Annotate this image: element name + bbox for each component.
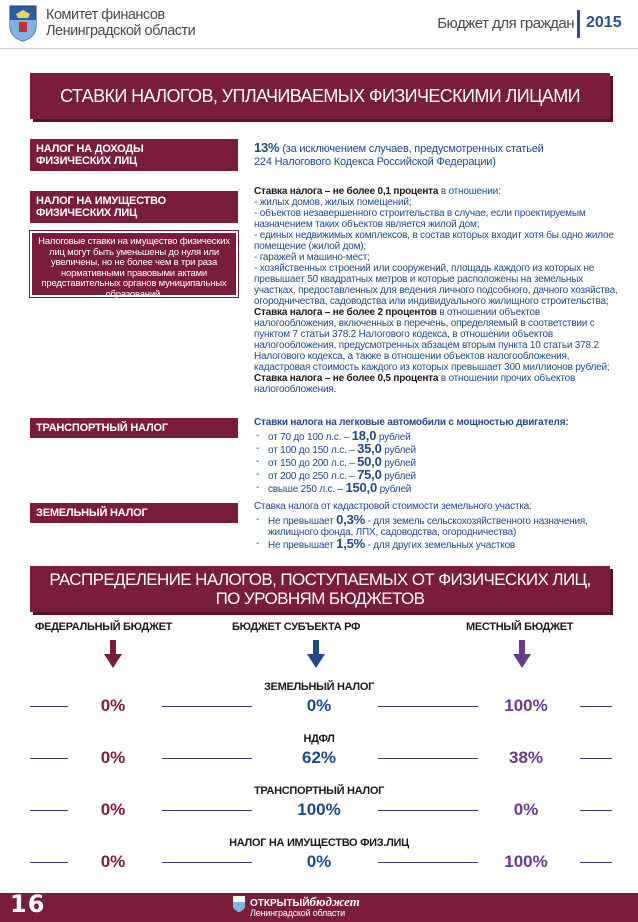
land-intro: Ставка налога от кадастровой стоимости земельного участка: [254,501,532,512]
income-tax-rate-value: 13% [254,140,280,155]
local-share: 38% [508,748,544,767]
row-rule [378,706,478,707]
document-title: Бюджет для граждан [437,15,574,32]
local-share: 0% [513,800,539,819]
row-rule [580,862,612,863]
property-rate2-tail: в отношении объектов налогообложения, включенных в перечень, определяемый в соответствии с пунктом 7 статьи 378.2 Налогового кодекса, в отношении объектов налогообложения, предусмотренных абзацем вторым пункта 10 статьи 378.2 Налогового кодекса, а также в отношении объектов налогообложения, кадастровая стоимость каждого из которых превышает 300 миллионов рублей; [254,307,610,373]
property-tax-rates [254,186,624,395]
row-rule [378,758,478,759]
transport-rate-item: - от 100 до 150 л.с. – 35,0 рублей [254,443,624,456]
regional-share: 0% [306,696,332,715]
section-title-distribution-line2: ПО УРОВНЯМ БЮДЖЕТОВ [215,589,425,608]
row-rule [378,810,478,811]
land-rate-item: - Не превышает 1,5% - для других земельных участков [254,538,624,551]
label-property-tax [30,191,238,223]
row-rule [162,862,252,863]
distribution-row-title: ТРАНСПОРТНЫЙ НАЛОГ [253,785,385,797]
open-budget-logo-subtitle: Ленинградской области [250,908,345,918]
income-tax-rate-note-2: 224 Налогового Кодекса Российской Федерации) [254,156,496,168]
property-rate1-head: Ставка налога – не более 0,1 процента [254,186,439,197]
land-tax-rates [254,501,624,551]
label-income-tax [30,139,238,171]
arrow-down-icon [307,640,325,668]
row-rule [30,862,68,863]
header-separator [577,10,580,38]
property-item: - объектов незавершенного строительства в случае, если проектируемым назначением таких объектов является жилой дом; [254,208,586,230]
row-rule [580,810,612,811]
federal-share: 0% [100,852,126,871]
transport-rate-item: - от 200 до 250 л.с. – 75,0 рублей [254,469,624,482]
transport-rate-item: - от 70 до 100 л.с. – 18,0 рублей [254,430,624,443]
income-tax-rate-note-1: (за исключением случаев, предусмотренных статьей [279,143,544,155]
column-local-budget: МЕСТНЫЙ БЮДЖЕТ [466,621,574,633]
row-rule [30,810,68,811]
federal-share: 0% [100,696,126,715]
transport-rate-item: - от 150 до 200 л.с. – 50,0 рублей [254,456,624,469]
row-rule [30,706,68,707]
transport-intro: Ставки налога на легковые автомобили с мощностью двигателя: [254,417,569,428]
label-transport-tax: ТРАНСПОРТНЫЙ НАЛОГ [30,418,238,438]
distribution-row-title: НАЛОГ НА ИМУЩЕСТВО ФИЗ.ЛИЦ [229,837,409,849]
federal-share: 0% [100,800,126,819]
open-budget-logo-icon [232,895,246,913]
federal-share: 0% [100,748,126,767]
distribution-row-title: НДФЛ [303,733,335,745]
row-rule [378,862,478,863]
header-divider [0,48,638,49]
row-rule [162,706,252,707]
page-number: 16 [10,890,46,918]
land-rate-item: - Не превышает 0,3% - для земель сельскохозяйственного назначения, жилищного фонда, ЛПХ, садоводства, огородничества) [254,514,624,538]
row-rule [30,758,68,759]
row-rule [162,758,252,759]
row-rule [580,758,612,759]
label-income-tax-line1: НАЛОГ НА ДОХОДЫ [36,143,144,155]
property-item: - единых недвижимых комплексов, в состав которых входит хотя бы одно жилое помещение (жилой дом); [254,230,614,252]
regional-share: 100% [297,800,341,819]
section-title-tax-rates: СТАВКИ НАЛОГОВ, УПЛАЧИВАЕМЫХ ФИЗИЧЕСКИМИ ЛИЦАМИ [30,73,610,119]
regional-share: 0% [306,852,332,871]
section-title-distribution-line1: РАСПРЕДЕЛЕНИЕ НАЛОГОВ, ПОСТУПАЕМЫХ ОТ ФИЗИЧЕСКИХ ЛИЦ, [49,570,591,589]
local-share: 100% [504,696,548,715]
transport-rate-item: - свыше 250 л.с. – 150,0 рублей [254,482,624,495]
row-rule [580,706,612,707]
arrow-down-icon [513,640,531,668]
transport-tax-rates [254,417,624,495]
column-regional-budget: БЮДЖЕТ СУБЪЕКТА РФ [232,621,361,633]
property-tax-note: Налоговые ставки на имущество физических лиц могут быть уменьшены до нуля или увеличены, но не более чем в три раза нормативными правовыми актами представительных органов муниципальных образований. [30,231,238,297]
org-name-line2: Ленинградской области [46,23,196,39]
distribution-row-title: ЗЕМЕЛЬНЫЙ НАЛОГ [263,681,375,693]
row-rule [162,810,252,811]
income-tax-rate [254,141,624,169]
document-year: 2015 [586,14,622,31]
label-income-tax-line2: ФИЗИЧЕСКИХ ЛИЦ [36,155,137,167]
property-item: - гаражей и машино-мест; [254,252,370,263]
label-property-tax-line2: ФИЗИЧЕСКИХ ЛИЦ [36,207,137,219]
logo-word1: ОТКРЫТЫЙ [250,898,310,909]
local-share: 100% [504,852,548,871]
property-rate2-head: Ставка налога – не более 2 процентов [254,307,437,318]
column-federal-budget: ФЕДЕРАЛЬНЫЙ БЮДЖЕТ [35,621,173,633]
org-name-line1: Комитет финансов [46,7,165,23]
regional-share: 62% [301,748,337,767]
logo-word2: бюджет [309,894,360,909]
label-property-tax-line1: НАЛОГ НА ИМУЩЕСТВО [36,195,167,207]
coat-of-arms-icon [8,4,38,42]
arrow-down-icon [104,640,122,668]
property-rate1-tail: в отношении: [438,186,501,197]
label-land-tax: ЗЕМЕЛЬНЫЙ НАЛОГ [30,503,238,523]
property-rate3-tail: в отношении прочих объектов налогообложения. [254,373,576,395]
property-rate3-head: Ставка налога – не более 0,5 процента [254,373,439,384]
property-item: - жилых домов, жилых помещений; [254,197,412,208]
section-title-distribution [30,566,610,612]
property-item: - хозяйственных строений или сооружений, площадь каждого из которых не превышает 50 квадратных метров и которые расположены на земельных участках, предоставленных для ведения личного подсобного, дачного хозяйства, огородничества, садоводства или индивидуального жилищного строительства; [254,263,618,307]
